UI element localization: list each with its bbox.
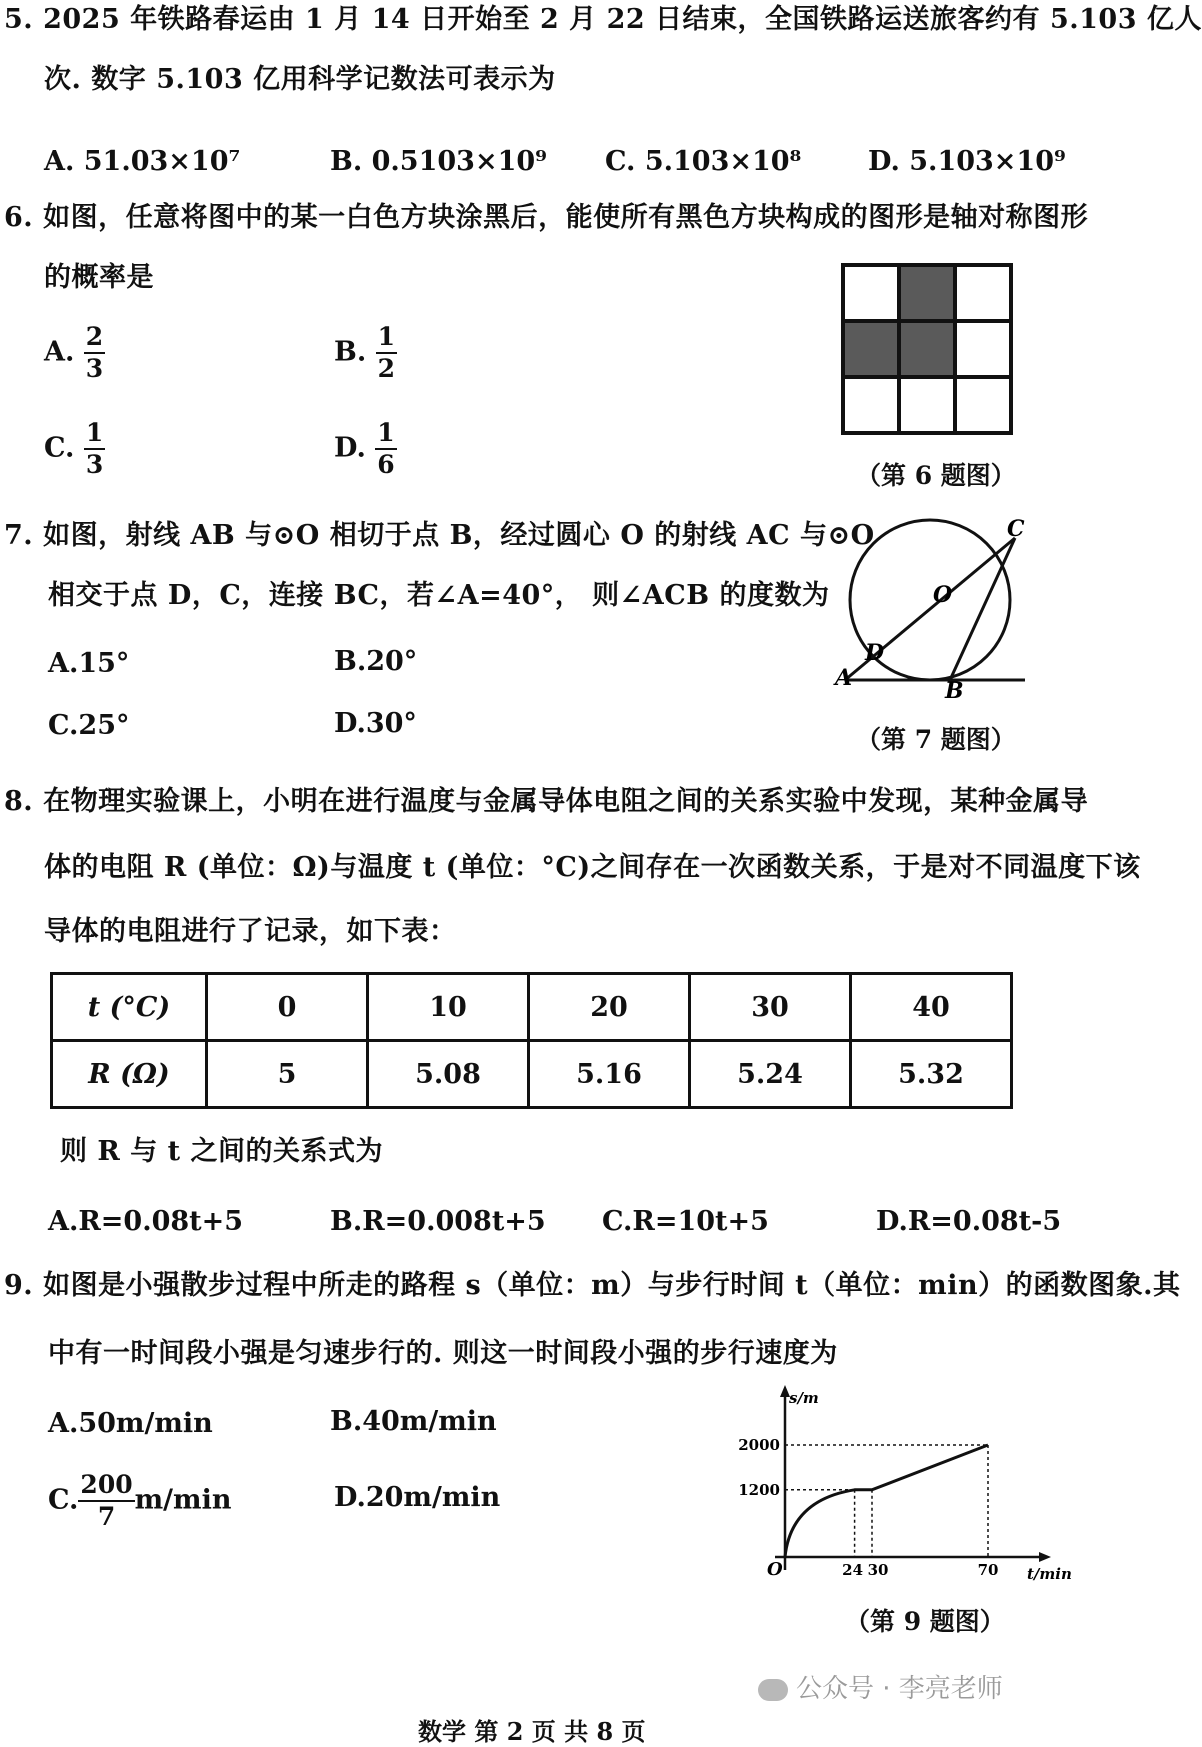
grid-cell-white [955, 265, 1011, 321]
q9-line1: 9. 如图是小强散步过程中所走的路程 s（单位：m）与步行时间 t（单位：min）的函数图象.其 [4, 1270, 1181, 1301]
q6-option-c: C. $\frac{1}{3}$ [44, 418, 104, 479]
table-cell: 10 [368, 974, 529, 1041]
q7-caption: （第 7 题图） [856, 725, 1016, 754]
table-cell: 40 [851, 974, 1012, 1041]
grid-cell-white [899, 377, 955, 433]
label-c: C [1007, 516, 1025, 542]
q9-caption: （第 9 题图） [845, 1607, 1005, 1636]
table-header-t: t (°C) [52, 974, 207, 1041]
watermark: 公众号 · 李亮老师 [758, 1668, 1003, 1705]
series-line [785, 1445, 988, 1557]
q6-caption: （第 6 题图） [856, 461, 1016, 490]
x-axis-arrow-icon [1039, 1552, 1051, 1562]
fraction: $\frac{1}{3}$ [85, 418, 104, 479]
q9-option-a: A.50m/min [48, 1408, 213, 1439]
x-tick-label: 70 [977, 1561, 999, 1579]
q9-graph [738, 1385, 1075, 1585]
grid-cell-white [843, 265, 899, 321]
fraction: $\frac{1}{6}$ [377, 418, 395, 479]
q8-line3: 导体的电阻进行了记录，如下表： [44, 916, 457, 947]
grid-cell-black [899, 265, 955, 321]
table-cell: 5.32 [851, 1041, 1012, 1108]
grid-cell-white [955, 377, 1011, 433]
table-cell: 5.16 [529, 1041, 690, 1108]
y-tick-label: 2000 [738, 1436, 780, 1454]
table-header-r: R (Ω) [52, 1041, 207, 1108]
q8-option-b: B.R=0.008t+5 [330, 1206, 546, 1237]
label-b: B [945, 678, 964, 704]
q8-option-d: D.R=0.08t-5 [876, 1206, 1062, 1237]
page-footer: 数学 第 2 页 共 8 页 [418, 1717, 646, 1746]
x-tick-label: 24 [842, 1561, 864, 1579]
table-row [52, 1041, 1012, 1108]
q9-option-b: B.40m/min [330, 1406, 497, 1437]
q5-option-d: D. 5.103×10⁹ [868, 146, 1066, 177]
q6-option-d: D. $\frac{1}{6}$ [334, 418, 395, 479]
wechat-icon [758, 1679, 788, 1701]
q7-option-a: A.15° [48, 648, 130, 679]
y-axis-label: s/m [789, 1389, 819, 1407]
q8-option-a: A.R=0.08t+5 [48, 1206, 244, 1237]
q5-line2: 次. 数字 5.103 亿用科学记数法可表示为 [44, 64, 556, 95]
x-tick-label: 30 [867, 1561, 889, 1579]
fraction: $\frac{200}{7}$ [80, 1470, 133, 1531]
origin-label: O [767, 1559, 783, 1580]
q9-line2: 中有一时间段小强是匀速步行的. 则这一时间段小强的步行速度为 [48, 1338, 838, 1369]
q7-line2: 相交于点 D，C，连接 BC，若∠A=40°， 则∠ACB 的度数为 [48, 580, 830, 611]
q9-option-d: D.20m/min [334, 1482, 501, 1513]
y-tick-label: 1200 [738, 1480, 780, 1499]
q6-option-a: A. $\frac{2}{3}$ [44, 322, 104, 383]
q5-option-c: C. 5.103×10⁸ [605, 146, 802, 177]
label-a: A [835, 665, 853, 691]
x-axis-label: t/min [1027, 1565, 1072, 1583]
q6-line1: 6. 如图，任意将图中的某一白色方块涂黑后，能使所有黑色方块构成的图形是轴对称图形 [4, 202, 1089, 233]
q7-line1: 7. 如图，射线 AB 与⊙O 相切于点 B，经过圆心 O 的射线 AC 与⊙O [4, 520, 875, 551]
table-cell: 0 [207, 974, 368, 1041]
fraction: $\frac{1}{2}$ [377, 322, 396, 383]
grid-cell-black [843, 321, 899, 377]
grid-cell-white [843, 377, 899, 433]
table-cell: 5.24 [690, 1041, 851, 1108]
label-d: D [865, 640, 885, 666]
q7-circle-figure [835, 516, 1035, 710]
table-row [52, 974, 1012, 1041]
q5-option-b: B. 0.5103×10⁹ [330, 146, 547, 177]
q8-option-c: C.R=10t+5 [602, 1206, 769, 1237]
table-cell: 30 [690, 974, 851, 1041]
q8-line2: 体的电阻 R (单位：Ω)与温度 t (单位：°C)之间存在一次函数关系，于是对不同温度下该 [44, 852, 1141, 883]
grid-cell-black [899, 321, 955, 377]
table-cell: 20 [529, 974, 690, 1041]
q8-table [50, 972, 1013, 1109]
q9-option-c: C. $\frac{200}{7}$ m/min [48, 1470, 232, 1531]
label-o: O [933, 582, 953, 608]
q6-line2: 的概率是 [44, 262, 154, 293]
q7-option-c: C.25° [48, 710, 130, 741]
q6-option-b: B. $\frac{1}{2}$ [334, 322, 396, 383]
table-cell: 5.08 [368, 1041, 529, 1108]
q7-option-b: B.20° [334, 646, 418, 677]
q8-line1: 8. 在物理实验课上，小明在进行温度与金属导体电阻之间的关系实验中发现，某种金属导 [4, 786, 1089, 817]
q5-option-a: A. 51.03×10⁷ [44, 146, 241, 177]
q5-line1: 5. 2025 年铁路春运由 1 月 14 日开始至 2 月 22 日结束，全国铁路运送旅客约有 5.103 亿人 [4, 4, 1202, 35]
grid-cell-white [955, 321, 1011, 377]
table-cell: 5 [207, 1041, 368, 1108]
q8-prompt: 则 R 与 t 之间的关系式为 [60, 1136, 384, 1167]
q6-grid-figure [840, 262, 1020, 442]
fraction: $\frac{2}{3}$ [85, 322, 104, 383]
q7-option-d: D.30° [334, 708, 417, 739]
